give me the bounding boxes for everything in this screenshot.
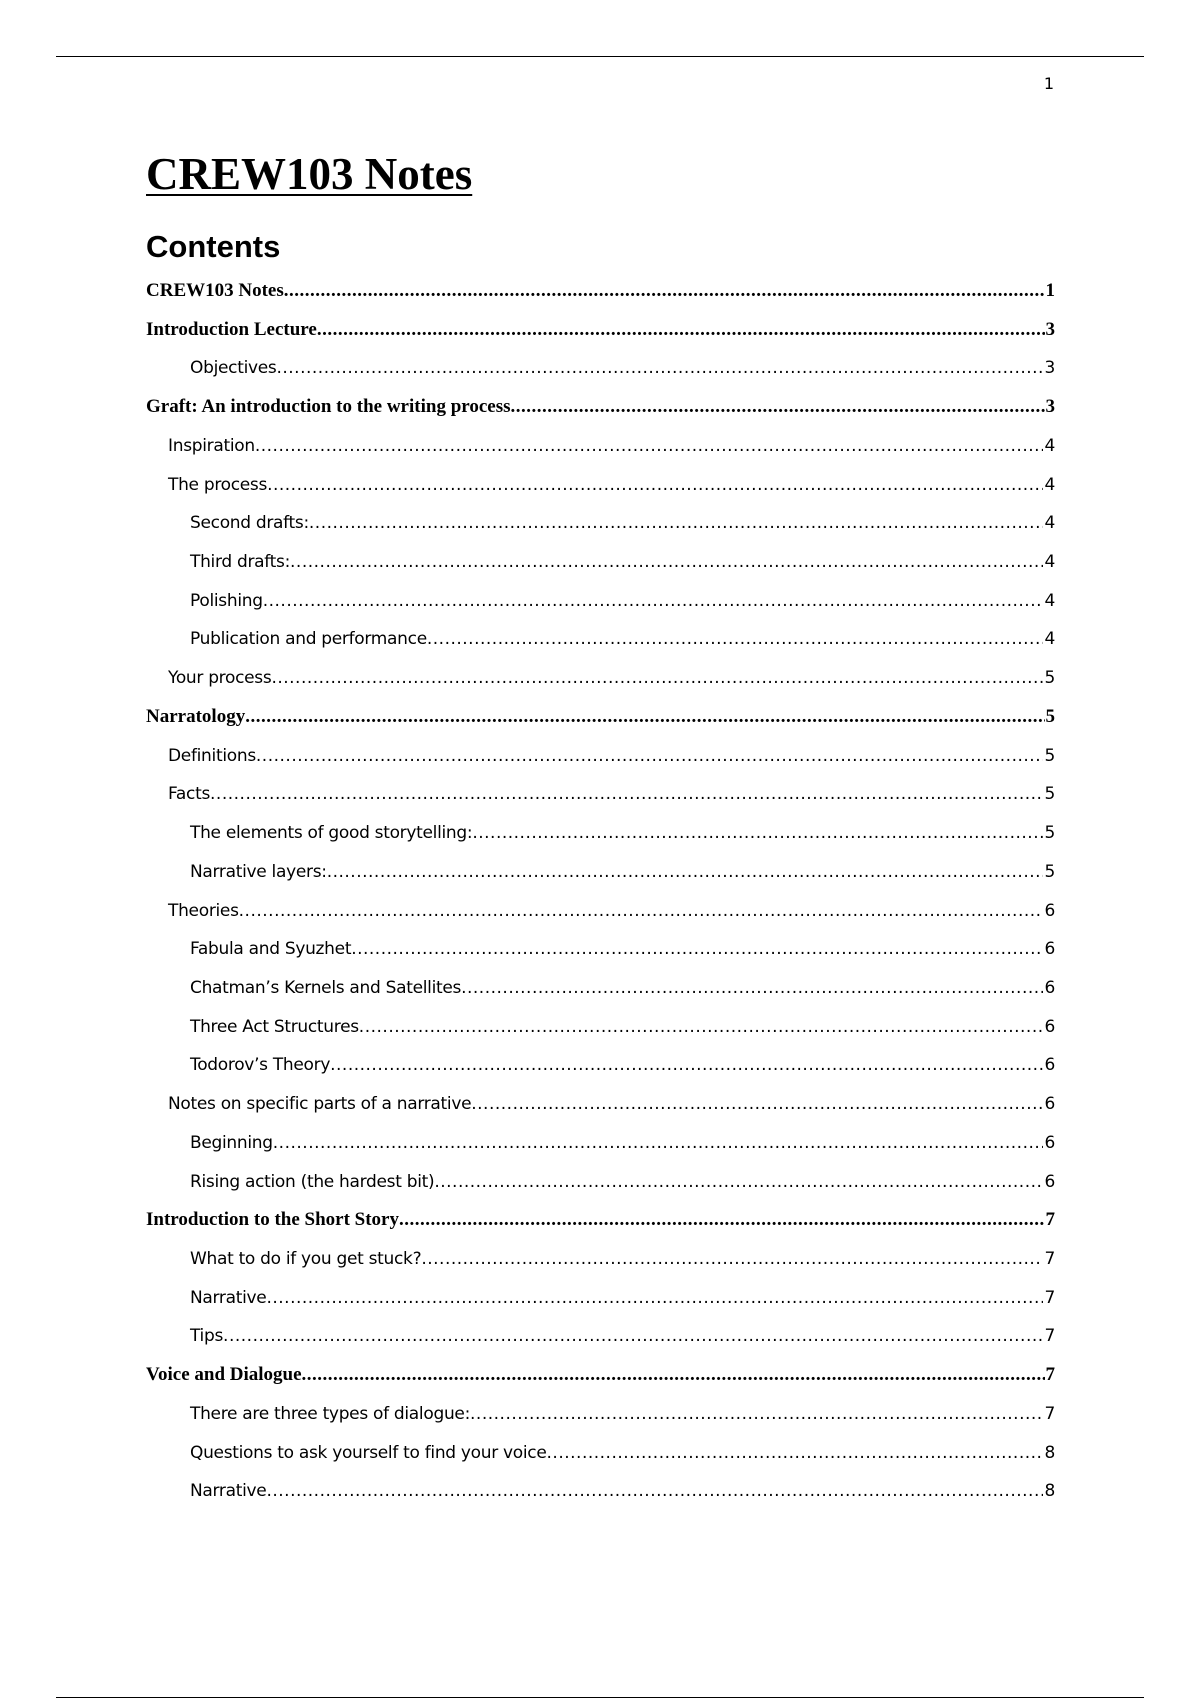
toc-entry-label: Graft: An introduction to the writing process [146,396,511,418]
toc-entry-page-number: 6 [1044,977,1055,998]
toc-entry-page-number: 6 [1044,1171,1055,1192]
toc-entry[interactable] [146,1479,1055,1518]
toc-entry-page-number: 4 [1044,474,1055,495]
toc-dot-leader [284,279,1045,303]
toc-entry-page-number: 6 [1044,939,1055,960]
toc-dot-leader [302,1363,1045,1387]
toc-dot-leader [290,550,1043,574]
toc-entry[interactable] [146,1092,1055,1131]
toc-dot-leader [317,318,1045,342]
toc-dot-leader [239,899,1044,923]
toc-entry-page-number: 7 [1044,1403,1055,1424]
toc-entry[interactable] [146,1363,1055,1402]
toc-dot-leader [255,434,1044,458]
toc-dot-leader [266,1286,1043,1310]
contents-heading: Contents [146,229,281,264]
toc-dot-leader [434,1170,1043,1194]
toc-dot-leader [267,473,1043,497]
toc-dot-leader [223,1324,1043,1348]
toc-entry-page-number: 4 [1044,552,1055,573]
toc-entry-label: Narratology [146,705,246,727]
toc-entry[interactable] [146,744,1055,783]
toc-dot-leader [359,1015,1044,1039]
toc-entry-label: There are three types of dialogue: [190,1403,471,1424]
toc-dot-leader [210,782,1043,806]
toc-entry[interactable] [146,434,1055,473]
toc-dot-leader [471,1092,1043,1116]
toc-entry-label: Rising action (the hardest bit) [190,1171,435,1192]
toc-entry-label: Fabula and Syuzhet [190,939,352,960]
toc-entry-label: Definitions [168,745,256,766]
toc-entry[interactable] [146,1208,1055,1247]
toc-dot-leader [427,627,1044,651]
toc-entry-label: Notes on specific parts of a narrative [168,1094,472,1115]
toc-entry[interactable] [146,1170,1055,1209]
toc-entry-page-number: 4 [1044,435,1055,456]
toc-entry-label: What to do if you get stuck? [190,1248,422,1269]
toc-entry-label: Introduction to the Short Story [146,1209,399,1231]
toc-entry-page-number: 6 [1044,1094,1055,1115]
toc-dot-leader [245,705,1044,729]
toc-entry-page-number: 5 [1044,784,1055,805]
toc-entry-label: Todorov’s Theory [190,1055,331,1076]
toc-entry-label: CREW103 Notes [146,280,284,301]
toc-entry-page-number: 5 [1045,705,1055,727]
toc-entry-label: Tips [190,1326,224,1347]
toc-entry[interactable] [146,1286,1055,1325]
toc-entry-page-number: 7 [1045,1209,1055,1231]
toc-entry[interactable] [146,705,1055,744]
toc-entry[interactable] [146,550,1055,589]
toc-entry-page-number: 5 [1044,823,1055,844]
toc-entry-label: Narrative layers: [190,861,327,882]
toc-dot-leader [421,1247,1043,1271]
toc-entry[interactable] [146,395,1055,434]
toc-entry-label: Facts [168,784,211,805]
toc-entry-label: Introduction Lecture [146,318,317,340]
table-of-contents [146,279,1055,1518]
toc-entry-page-number: 6 [1044,1132,1055,1153]
toc-dot-leader [330,1053,1043,1077]
toc-entry-label: Polishing [190,590,263,611]
toc-entry-label: Second drafts: [190,513,309,534]
toc-entry-page-number: 5 [1044,668,1055,689]
toc-entry-page-number: 5 [1044,861,1055,882]
toc-entry-label: Inspiration [168,435,255,456]
toc-entry-page-number: 1 [1045,280,1055,301]
toc-entry-page-number: 5 [1044,745,1055,766]
toc-entry-label: Chatman’s Kernels and Satellites [190,977,462,998]
toc-entry-page-number: 7 [1044,1326,1055,1347]
toc-dot-leader [472,821,1043,845]
toc-entry[interactable] [146,318,1055,357]
toc-entry-page-number: 7 [1044,1248,1055,1269]
toc-entry[interactable] [146,356,1055,395]
toc-entry-label: Narrative [190,1287,267,1308]
page-number: 1 [1043,74,1054,93]
toc-entry[interactable] [146,589,1055,628]
toc-entry-label: The elements of good storytelling: [190,823,473,844]
toc-entry-page-number: 4 [1044,513,1055,534]
toc-entry[interactable] [146,1402,1055,1441]
toc-entry-page-number: 8 [1044,1481,1055,1502]
toc-dot-leader [273,1131,1044,1155]
toc-entry[interactable] [146,1131,1055,1170]
toc-entry[interactable] [146,1247,1055,1286]
toc-entry-page-number: 4 [1044,629,1055,650]
toc-entry-label: Objectives [190,358,277,379]
toc-entry-page-number: 6 [1044,1016,1055,1037]
toc-dot-leader [327,860,1044,884]
toc-entry-label: Your process [168,668,272,689]
toc-dot-leader [256,744,1044,768]
toc-entry[interactable] [146,937,1055,976]
toc-entry-page-number: 3 [1044,358,1055,379]
toc-entry[interactable] [146,821,1055,860]
toc-entry-label: The process [168,474,268,495]
toc-entry[interactable] [146,511,1055,550]
toc-entry[interactable] [146,1324,1055,1363]
toc-entry[interactable] [146,1441,1055,1480]
toc-dot-leader [276,356,1043,380]
toc-entry-label: Voice and Dialogue [146,1364,302,1386]
toc-entry-page-number: 4 [1044,590,1055,611]
toc-entry-label: Publication and performance [190,629,427,650]
toc-entry-label: Beginning [190,1132,273,1153]
toc-dot-leader [271,666,1043,690]
toc-entry-page-number: 3 [1045,396,1055,418]
toc-entry[interactable] [146,860,1055,899]
toc-entry-label: Questions to ask yourself to find your voice [190,1442,547,1463]
toc-entry[interactable] [146,666,1055,705]
toc-entry-page-number: 7 [1045,1364,1055,1386]
toc-dot-leader [309,511,1044,535]
toc-dot-leader [399,1208,1045,1232]
toc-dot-leader [351,937,1043,961]
toc-entry[interactable] [146,473,1055,512]
toc-dot-leader [547,1441,1044,1465]
toc-dot-leader [263,589,1044,613]
toc-dot-leader [461,976,1043,1000]
toc-entry[interactable] [146,1053,1055,1092]
toc-entry[interactable] [146,899,1055,938]
header-rule [56,56,1144,57]
toc-entry-page-number: 8 [1044,1442,1055,1463]
toc-entry[interactable] [146,1015,1055,1054]
toc-entry[interactable] [146,279,1055,318]
toc-entry[interactable] [146,627,1055,666]
toc-dot-leader [470,1402,1043,1426]
toc-entry-label: Three Act Structures [190,1016,359,1037]
toc-dot-leader [266,1479,1043,1503]
toc-dot-leader [511,395,1045,419]
toc-entry-page-number: 6 [1044,900,1055,921]
toc-entry-page-number: 7 [1044,1287,1055,1308]
toc-entry[interactable] [146,782,1055,821]
toc-entry-page-number: 6 [1044,1055,1055,1076]
toc-entry[interactable] [146,976,1055,1015]
toc-entry-label: Third drafts: [190,552,291,573]
footer-rule [56,1697,1144,1698]
toc-entry-label: Theories [168,900,239,921]
toc-entry-page-number: 3 [1045,318,1055,340]
document-title: CREW103 Notes [146,149,473,199]
toc-entry-label: Narrative [190,1481,267,1502]
